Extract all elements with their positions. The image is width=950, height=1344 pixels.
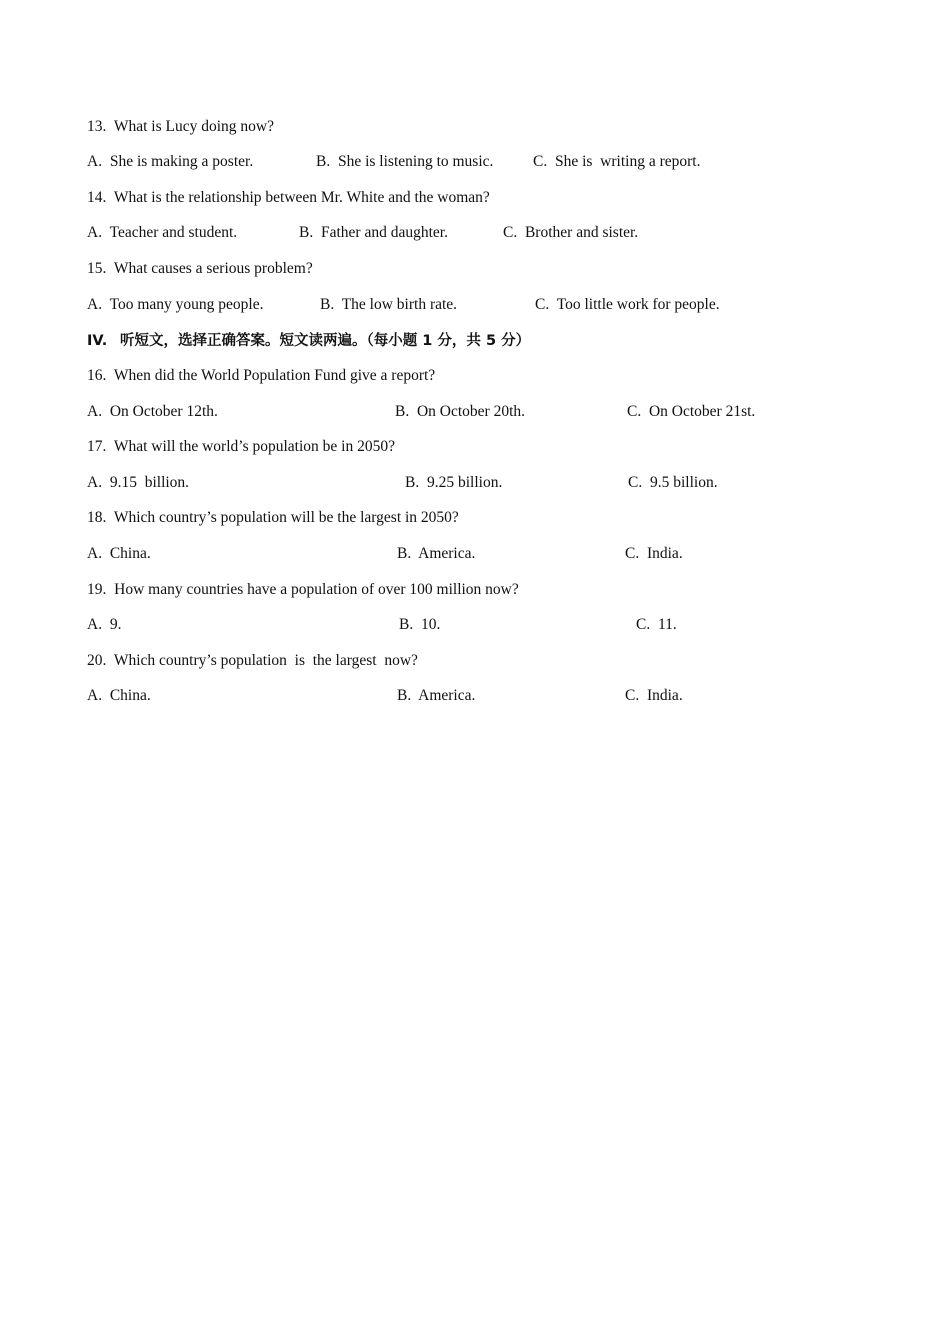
option-15a — [87, 295, 263, 315]
option-letter: A. — [87, 403, 103, 420]
option-text: 9. — [109, 616, 122, 633]
option-text: On October 12th. — [109, 403, 218, 420]
option-letter: C. — [627, 403, 642, 420]
option-letter: B. — [316, 153, 331, 170]
option-text: 11. — [657, 616, 677, 633]
option-text: India. — [646, 545, 683, 562]
option-letter: C. — [533, 153, 548, 170]
option-text: 10. — [420, 616, 441, 633]
option-15b — [320, 295, 457, 315]
option-text: She is making a poster. — [109, 153, 254, 170]
option-text: 9.15 billion. — [109, 474, 190, 491]
option-letter: A. — [87, 224, 103, 241]
question-number: 18. — [87, 509, 107, 526]
option-16a — [87, 402, 218, 422]
option-letter: A. — [87, 687, 103, 704]
option-18c — [625, 544, 683, 564]
option-19b — [399, 615, 440, 635]
option-letter: B. — [320, 296, 335, 313]
option-letter: C. — [625, 545, 640, 562]
option-letter: A. — [87, 474, 103, 491]
question-number: 20. — [87, 652, 107, 669]
option-20b — [397, 686, 475, 706]
option-20c — [625, 686, 683, 706]
section-instructions: 听短文，选择正确答案。短文读两遍。（每小题 1 分，共 5 分） — [120, 333, 531, 349]
option-letter: B. — [397, 545, 412, 562]
section-number: IV. — [87, 333, 108, 349]
option-13b — [316, 152, 493, 172]
question-13 — [87, 117, 274, 137]
option-text: On October 21st. — [648, 403, 756, 420]
option-letter: C. — [535, 296, 550, 313]
option-letter: A. — [87, 545, 103, 562]
option-text: On October 20th. — [416, 403, 526, 420]
option-letter: B. — [405, 474, 420, 491]
option-17a — [87, 473, 189, 493]
question-text: Which country’s population is the largest now? — [113, 652, 418, 669]
option-text: Brother and sister. — [524, 224, 639, 241]
question-number: 19. — [87, 581, 107, 598]
option-15c — [535, 295, 720, 315]
question-16 — [87, 366, 435, 386]
option-text: 9.25 billion. — [426, 474, 503, 491]
question-text: What is the relationship between Mr. White and the woman? — [113, 189, 490, 206]
question-text: How many countries have a population of over 100 million now? — [114, 581, 519, 598]
option-letter: C. — [625, 687, 640, 704]
option-text: China. — [109, 687, 151, 704]
question-18 — [87, 508, 459, 528]
option-text: Teacher and student. — [109, 224, 238, 241]
question-text: What causes a serious problem? — [113, 260, 313, 277]
option-letter: B. — [299, 224, 314, 241]
question-number: 15. — [87, 260, 107, 277]
option-18a — [87, 544, 151, 564]
option-letter: B. — [399, 616, 414, 633]
option-16b — [395, 402, 525, 422]
question-number: 13. — [87, 118, 107, 135]
question-20 — [87, 651, 418, 671]
option-letter: C. — [503, 224, 518, 241]
option-text: Too little work for people. — [556, 296, 720, 313]
question-number: 14. — [87, 189, 107, 206]
option-letter: B. — [395, 403, 410, 420]
option-text: India. — [646, 687, 683, 704]
question-number: 17. — [87, 438, 107, 455]
option-13a — [87, 152, 253, 172]
option-17b — [405, 473, 502, 493]
option-17c — [628, 473, 718, 493]
question-15 — [87, 259, 313, 279]
option-text: The low birth rate. — [341, 296, 458, 313]
question-text: Which country’s population will be the largest in 2050? — [113, 509, 459, 526]
option-20a — [87, 686, 151, 706]
option-14a — [87, 223, 237, 243]
option-text: Too many young people. — [109, 296, 264, 313]
question-text: When did the World Population Fund give a report? — [113, 367, 436, 384]
option-letter: A. — [87, 153, 103, 170]
option-14c — [503, 223, 638, 243]
section-heading — [87, 331, 530, 351]
option-18b — [397, 544, 475, 564]
option-16c — [627, 402, 755, 422]
question-text: What will the world’s population be in 2050? — [113, 438, 395, 455]
question-text: What is Lucy doing now? — [113, 118, 274, 135]
option-letter: C. — [628, 474, 643, 491]
option-text: She is writing a report. — [554, 153, 701, 170]
question-17 — [87, 437, 395, 457]
option-letter: B. — [397, 687, 412, 704]
option-14b — [299, 223, 448, 243]
option-text: 9.5 billion. — [649, 474, 718, 491]
option-text: America. — [418, 545, 476, 562]
option-19a — [87, 615, 121, 635]
question-19 — [87, 580, 519, 600]
option-letter: A. — [87, 616, 103, 633]
option-letter: A. — [87, 296, 103, 313]
option-19c — [636, 615, 677, 635]
question-number: 16. — [87, 367, 107, 384]
option-text: Father and daughter. — [320, 224, 448, 241]
option-13c — [533, 152, 700, 172]
option-text: China. — [109, 545, 151, 562]
option-letter: C. — [636, 616, 651, 633]
option-text: America. — [418, 687, 476, 704]
question-14 — [87, 188, 490, 208]
option-text: She is listening to music. — [337, 153, 494, 170]
